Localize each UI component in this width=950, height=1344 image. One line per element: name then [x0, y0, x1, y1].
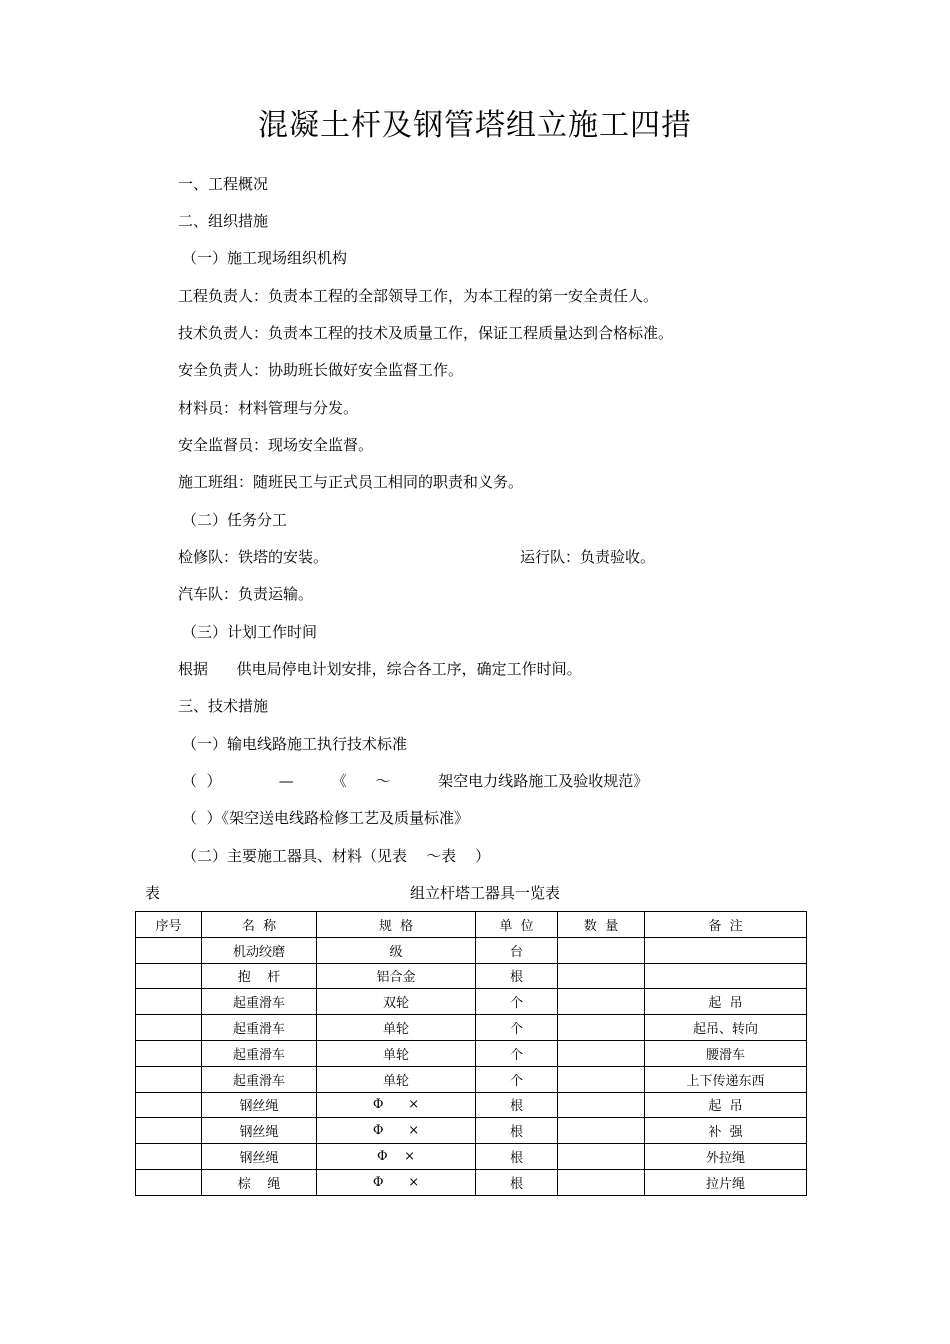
- cell-remarks: 起 吊: [645, 1092, 807, 1118]
- cell-remarks: 外拉绳: [645, 1144, 807, 1170]
- cell-spec: 铝合金: [317, 963, 476, 989]
- cell-remarks: [645, 937, 807, 963]
- paragraph: 材料员：材料管理与分发。: [178, 399, 359, 417]
- paragraph: 检修队：铁塔的安装。: [178, 548, 329, 566]
- subsection-heading: （一）施工现场组织机构: [182, 249, 348, 267]
- cell-quantity: [558, 1092, 645, 1118]
- paragraph: 安全负责人：协助班长做好安全监督工作。: [178, 361, 464, 379]
- cell-unit: 根: [476, 963, 558, 989]
- section-heading: 二、组织措施: [178, 212, 269, 230]
- paragraph: 运行队：负责验收。: [520, 548, 656, 566]
- subsection-heading: （一）输电线路施工执行技术标准: [182, 735, 408, 753]
- cell-spec: 单轮: [317, 1040, 476, 1066]
- cell-name: 钢丝绳: [202, 1092, 317, 1118]
- header-remarks: 备 注: [645, 912, 807, 938]
- cell-name: 起重滑车: [202, 1040, 317, 1066]
- cell-unit: 根: [476, 1144, 558, 1170]
- cell-index: [136, 1066, 202, 1092]
- paragraph: （ ） — 《 ～ 架空电力线路施工及验收规范》: [182, 772, 649, 790]
- cell-remarks: [645, 963, 807, 989]
- cell-quantity: [558, 1169, 645, 1195]
- cell-spec: 双轮: [317, 989, 476, 1015]
- table-row: [136, 1066, 807, 1092]
- subsection-heading: （二）主要施工器具、材料（见表 ～表 ）: [182, 847, 491, 865]
- cell-quantity: [558, 963, 645, 989]
- cell-unit: 台: [476, 937, 558, 963]
- table-title: 组立杆塔工器具一览表: [410, 884, 561, 902]
- cell-index: [136, 989, 202, 1015]
- cell-index: [136, 1118, 202, 1144]
- cell-name: 机动绞磨: [202, 937, 317, 963]
- cell-index: [136, 963, 202, 989]
- table-row: [136, 989, 807, 1015]
- page-title: 混凝土杆及钢管塔组立施工四措: [258, 108, 692, 143]
- tools-table: [135, 911, 807, 1196]
- table-row: [136, 1015, 807, 1041]
- paragraph: 施工班组：随班民工与正式员工相同的职责和义务。: [178, 473, 524, 491]
- paragraph: 安全监督员：现场安全监督。: [178, 436, 374, 454]
- cell-quantity: [558, 1040, 645, 1066]
- cell-spec: Φ ×: [317, 1092, 476, 1118]
- paragraph: 工程负责人：负责本工程的全部领导工作，为本工程的第一安全责任人。: [178, 287, 659, 305]
- header-name: 名 称: [202, 912, 317, 938]
- table-row: [136, 1118, 807, 1144]
- table-row: [136, 1144, 807, 1170]
- cell-name: 抱 杆: [202, 963, 317, 989]
- cell-remarks: 腰滑车: [645, 1040, 807, 1066]
- cell-index: [136, 1144, 202, 1170]
- cell-index: [136, 1040, 202, 1066]
- table-row: [136, 1092, 807, 1118]
- subsection-heading: （二）任务分工: [182, 511, 288, 529]
- table-row: [136, 937, 807, 963]
- cell-unit: 个: [476, 1040, 558, 1066]
- cell-spec: Φ ×: [317, 1144, 476, 1170]
- cell-quantity: [558, 937, 645, 963]
- cell-index: [136, 1015, 202, 1041]
- cell-spec: 级: [317, 937, 476, 963]
- cell-quantity: [558, 1066, 645, 1092]
- cell-index: [136, 1169, 202, 1195]
- table-header-row: [136, 912, 807, 938]
- cell-unit: 个: [476, 989, 558, 1015]
- cell-index: [136, 1092, 202, 1118]
- cell-index: [136, 937, 202, 963]
- section-heading: 一、工程概况: [178, 175, 269, 193]
- cell-remarks: 起 吊: [645, 989, 807, 1015]
- cell-remarks: 补 强: [645, 1118, 807, 1144]
- cell-name: 钢丝绳: [202, 1144, 317, 1170]
- cell-unit: 个: [476, 1015, 558, 1041]
- paragraph: 技术负责人：负责本工程的技术及质量工作，保证工程质量达到合格标准。: [178, 324, 674, 342]
- cell-spec: Φ ×: [317, 1169, 476, 1195]
- cell-unit: 个: [476, 1066, 558, 1092]
- paragraph: （ ）《架空送电线路检修工艺及质量标准》: [182, 809, 470, 827]
- cell-unit: 根: [476, 1092, 558, 1118]
- cell-name: 起重滑车: [202, 1066, 317, 1092]
- cell-name: 起重滑车: [202, 1015, 317, 1041]
- table-label: 表: [145, 884, 161, 902]
- paragraph: 根据 供电局停电计划安排，综合各工序，确定工作时间。: [178, 660, 582, 678]
- cell-quantity: [558, 989, 645, 1015]
- cell-name: 棕 绳: [202, 1169, 317, 1195]
- cell-remarks: 起吊、转向: [645, 1015, 807, 1041]
- subsection-heading: （三）计划工作时间: [182, 623, 318, 641]
- header-spec: 规 格: [317, 912, 476, 938]
- header-index: 序号: [136, 912, 202, 938]
- table-row: [136, 1169, 807, 1195]
- cell-unit: 根: [476, 1169, 558, 1195]
- cell-unit: 根: [476, 1118, 558, 1144]
- cell-remarks: 拉片绳: [645, 1169, 807, 1195]
- cell-quantity: [558, 1118, 645, 1144]
- cell-name: 钢丝绳: [202, 1118, 317, 1144]
- cell-spec: 单轮: [317, 1066, 476, 1092]
- table-row: [136, 963, 807, 989]
- cell-remarks: 上下传递东西: [645, 1066, 807, 1092]
- cell-quantity: [558, 1015, 645, 1041]
- section-heading: 三、技术措施: [178, 697, 269, 715]
- cell-name: 起重滑车: [202, 989, 317, 1015]
- paragraph: 汽车队：负责运输。: [178, 585, 314, 603]
- header-unit: 单 位: [476, 912, 558, 938]
- cell-spec: Φ ×: [317, 1118, 476, 1144]
- table-row: [136, 1040, 807, 1066]
- cell-quantity: [558, 1144, 645, 1170]
- header-quantity: 数 量: [558, 912, 645, 938]
- cell-spec: 单轮: [317, 1015, 476, 1041]
